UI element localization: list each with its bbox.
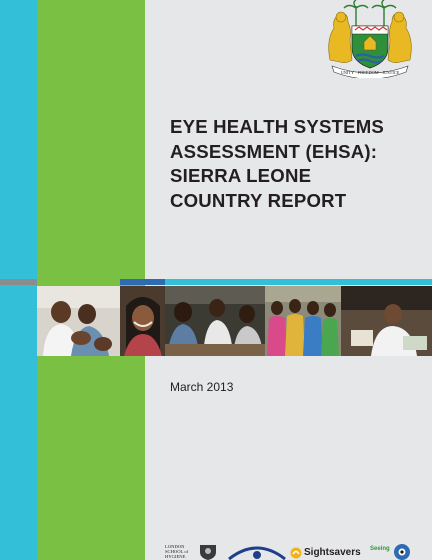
- report-title: [170, 115, 420, 213]
- lshtm-logo-line: LONDON: [165, 544, 185, 549]
- lshtm-logo-line: HYGIENE: [165, 554, 186, 559]
- report-date: March 2013: [170, 380, 234, 394]
- title-line: EYE HEALTH SYSTEMS: [170, 116, 385, 137]
- seeing-logo-text: Seeing: [370, 546, 390, 552]
- lshtm-logo-line: SCHOOL of: [165, 549, 189, 554]
- partner-logos: [165, 540, 432, 560]
- lshtm-crest-icon: [198, 543, 218, 560]
- stripe-cyan-segment: [165, 279, 432, 285]
- title-line: SIERRA LEONE: [170, 165, 312, 186]
- title-line: ASSESSMENT (EHSA):: [170, 140, 378, 162]
- seeing-eye-icon: [390, 542, 412, 560]
- sightsavers-icon: [290, 546, 302, 560]
- eye-logo-icon: [227, 543, 287, 560]
- stripe-blue-segment: [120, 279, 165, 285]
- group-of-women-photo: [265, 286, 341, 356]
- coat-of-arms-seal: [322, 0, 418, 78]
- stripe-grey-segment: [0, 279, 37, 285]
- classroom-children-photo: [165, 286, 265, 356]
- woman-at-clinic-photo: [341, 286, 432, 356]
- lshtm-logo: [165, 544, 195, 559]
- title-line: COUNTRY REPORT: [170, 189, 347, 211]
- stripe-green-segment: [37, 279, 120, 285]
- health-worker-with-child-photo: [37, 286, 120, 356]
- smiling-woman-photo: [120, 286, 165, 356]
- coat-of-arms-motto: UNITY · FREEDOM · JUSTICE: [340, 70, 400, 75]
- photo-strip: [37, 286, 432, 356]
- sightsavers-logo-text: Sightsavers: [304, 547, 361, 558]
